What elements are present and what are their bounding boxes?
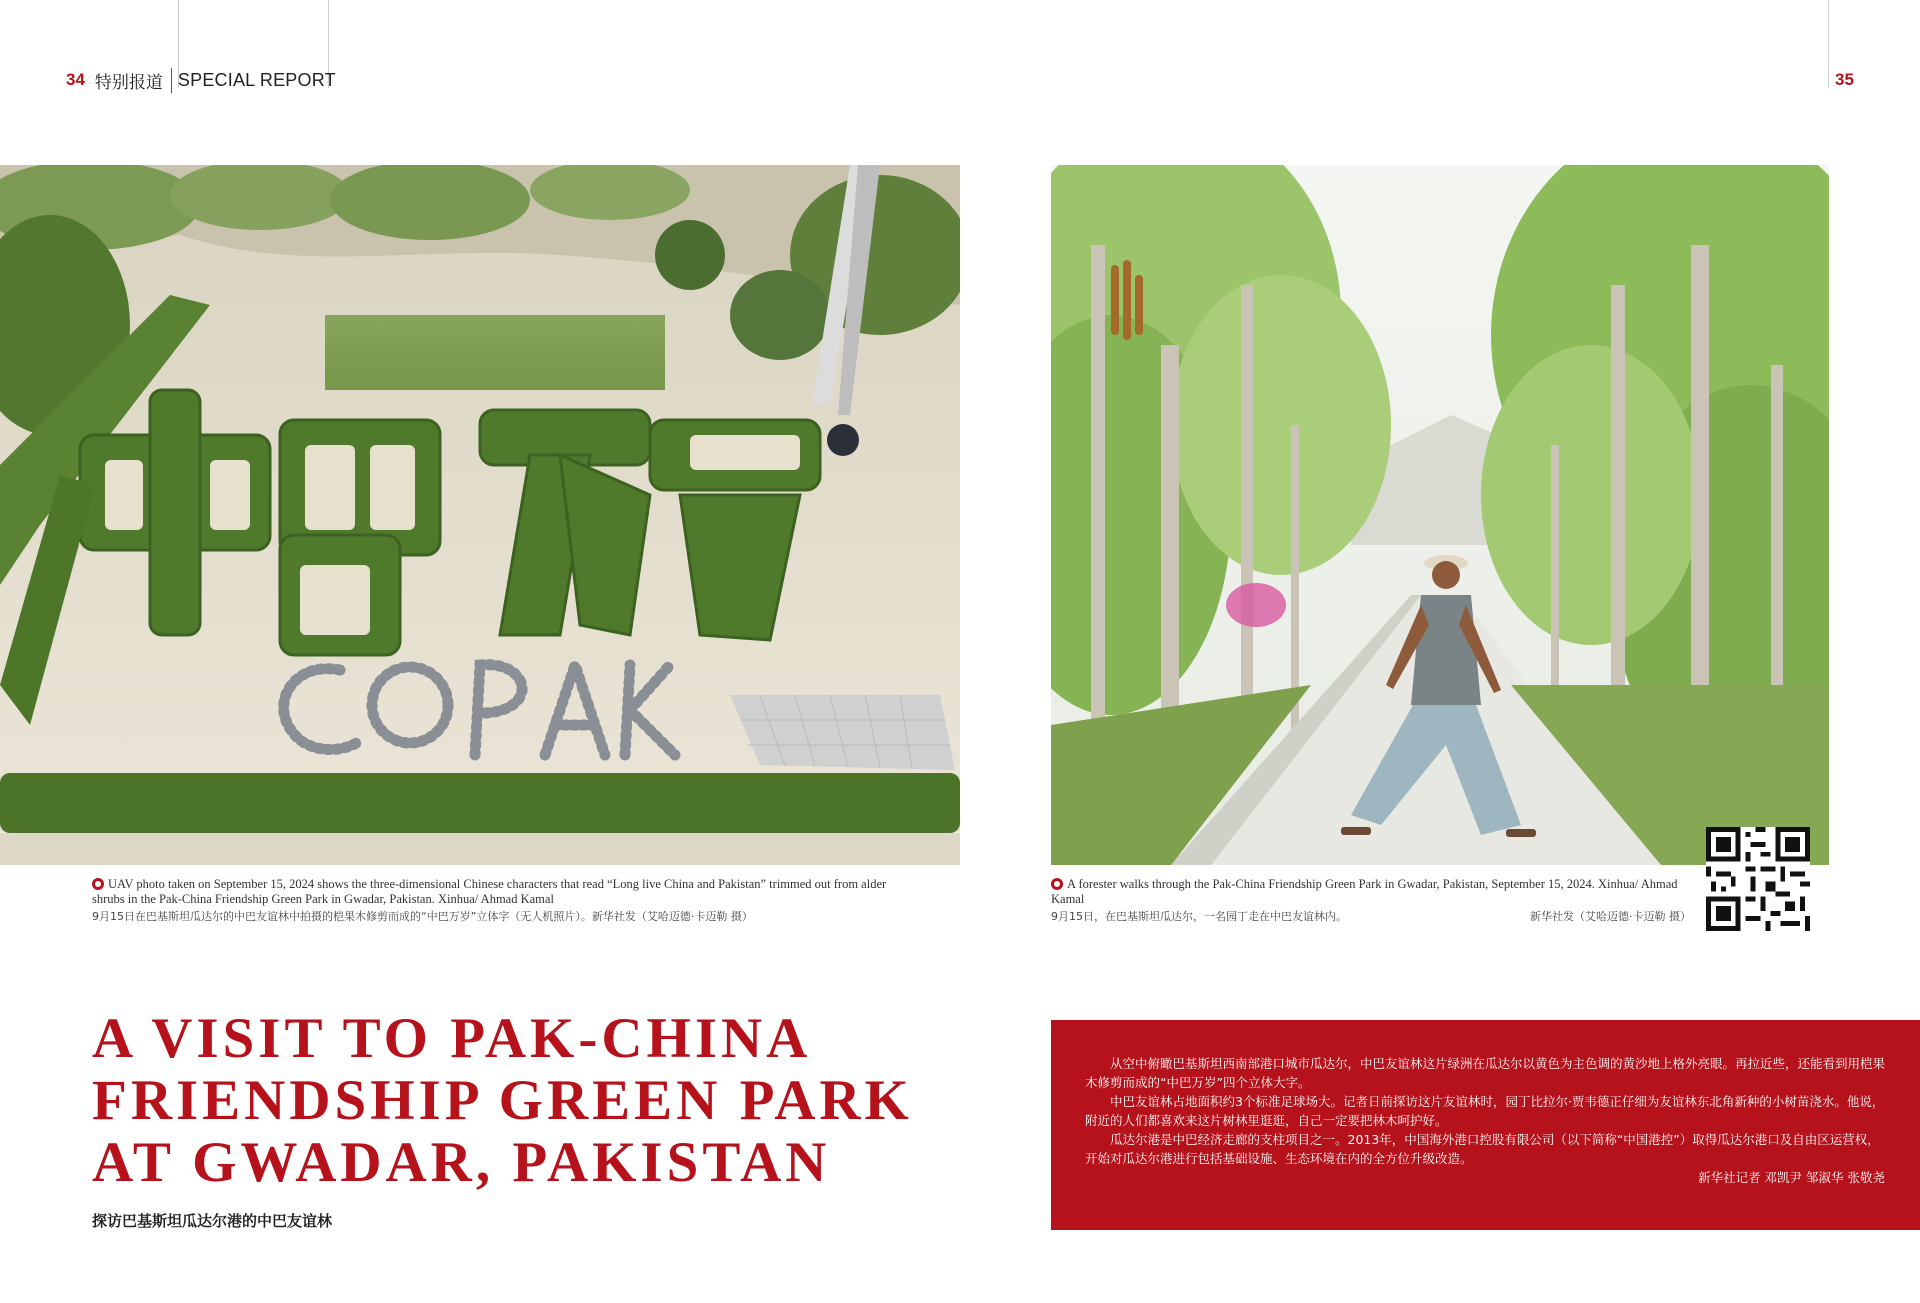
- caption-en: A forester walks through the Pak-China Friendship Green Park in Gwadar, Pakistan, September 15, 2024. Xinhua/ Ahmad Kamal: [1051, 877, 1678, 906]
- aerial-hedge-photo: [0, 165, 960, 865]
- section-title-en: SPECIAL REPORT: [177, 69, 336, 90]
- running-header-left: [66, 68, 336, 92]
- caption-cn: 9月15日在巴基斯坦瓜达尔的中巴友谊林中拍摄的桤果木修剪而成的“中巴万岁”立体字（无人机照片）。新华社发（艾哈迈德·卡迈勒 摄）: [92, 910, 753, 923]
- photo-caption-left: [92, 877, 912, 924]
- chinese-summary-box: [1051, 1020, 1920, 1230]
- summary-paragraph: 从空中俯瞰巴基斯坦西南部港口城市瓜达尔，中巴友谊林这片绿洲在瓜达尔以黄色为主色调的黄沙地上格外亮眼。再拉近些，还能看到用桤果木修剪而成的“中巴万岁”四个立体大字。: [1085, 1056, 1886, 1090]
- page-margin-line: [1828, 0, 1829, 88]
- photo-credit-cn: 新华社发（艾哈迈德·卡迈勒 摄）: [1530, 910, 1691, 923]
- headline-line: FRIENDSHIP GREEN PARK: [92, 1069, 913, 1132]
- camera-icon: [92, 878, 104, 890]
- section-title-cn: 特别报道: [95, 68, 172, 93]
- headline-line: AT GWADAR, PAKISTAN: [92, 1131, 831, 1194]
- page-number-right: 35: [1835, 70, 1854, 89]
- forester-walking-photo: [1051, 165, 1829, 865]
- summary-paragraph: 中巴友谊林占地面积约3个标准足球场大。记者日前探访这片友谊林时，园丁比拉尔·贾韦德正仔细为友谊林东北角新种的小树苗浇水。他说，附近的人们都喜欢来这片树林里逛逛，自己一定要把林木呵护好。: [1085, 1094, 1885, 1128]
- summary-byline: 新华社记者 邓凯尹 邹淑华 张敬尧: [1698, 1170, 1885, 1185]
- headline-line: A VISIT TO PAK-CHINA: [92, 1007, 812, 1070]
- caption-en: UAV photo taken on September 15, 2024 shows the three-dimensional Chinese characters that read “Long live China and Pakistan” trimmed out from alder shrubs in the Pak-China Friendship Green Park in Gwadar, Pakistan. Xinhua/ Ahmad Kamal: [92, 877, 887, 906]
- article-headline: [92, 1008, 912, 1194]
- photo-caption-right: [1051, 877, 1691, 924]
- headline-subtitle-cn: 探访巴基斯坦瓜达尔港的中巴友谊林: [92, 1212, 333, 1230]
- camera-icon: [1051, 878, 1063, 890]
- qr-code[interactable]: [1706, 827, 1810, 931]
- caption-cn: 9月15日，在巴基斯坦瓜达尔，一名园丁走在中巴友谊林内。: [1051, 910, 1347, 923]
- page-number-left: 34: [66, 70, 85, 89]
- summary-paragraph: 瓜达尔港是中巴经济走廊的支柱项目之一。2013年，中国海外港口控股有限公司（以下简称“中国港控”）取得瓜达尔港口及自由区运营权，开始对瓜达尔港进行包括基础设施、生态环境在内的全方位升级改造。: [1085, 1132, 1880, 1166]
